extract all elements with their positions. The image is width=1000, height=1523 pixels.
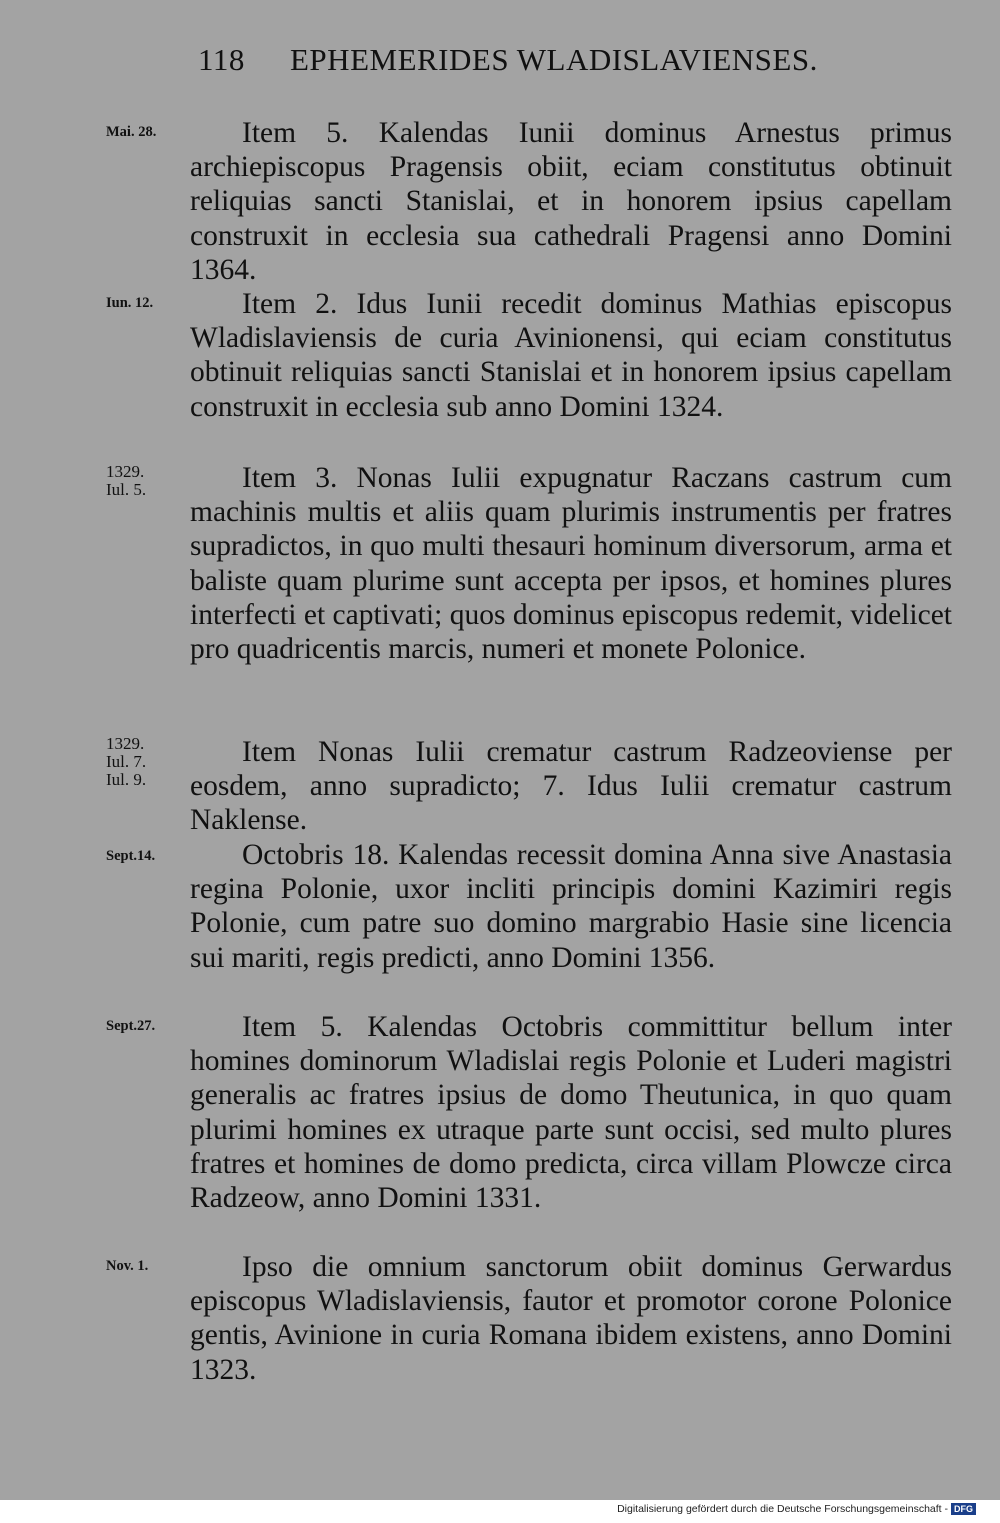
dfg-logo: DFG <box>951 1503 976 1515</box>
entry <box>190 461 952 666</box>
margin-date: Sept.14. <box>106 848 156 864</box>
entry <box>190 735 952 838</box>
entry-text: Item 2. Idus Iunii recedit dominus Mathias episcopus Wladislaviensis de curia Avinionensi, qui eciam constitutus obtinuit reliquias sancti Stanislai et in honorem ipsius capellam construxit in ecclesia sub anno Domini 1324. <box>190 288 952 423</box>
entry <box>190 116 952 287</box>
margin-date: Sept.27. <box>106 1018 156 1034</box>
margin-date: 1329. Iul. 7. Iul. 9. <box>106 734 147 789</box>
entry-text: Item 3. Nonas Iulii expugnatur Raczans castrum cum machinis multis et aliis quam plurimis instrumentis per fratres supradictos, in quo multi thesauri hominum diversorum, arma et baliste quam plurime sunt accepta per ipsos, et homines plures interfecti et captivati; quos dominus episcopus redemit, videlicet pro quadricentis marcis, numeri et monete Polonice. <box>190 462 952 666</box>
digitization-credit <box>617 1503 976 1515</box>
entry <box>190 838 952 975</box>
page-number: 118 <box>198 42 245 77</box>
entry-text: Ipso die omnium sanctorum obiit dominus Gerwardus episcopus Wladislaviensis, fautor et promotor corone Polonice gentis, Avinione in curia Romana ibidem existens, anno Domini 1323. <box>190 1251 952 1386</box>
margin-date: Nov. 1. <box>106 1258 149 1274</box>
entry-text: Octobris 18. Kalendas recessit domina Anna sive Anastasia regina Polonie, uxor incliti principis domini Kazimiri regis Polonie, cum patre suo domino margrabio Hasie sine licencia sui mariti, regis predicti, anno Domini 1356. <box>190 839 952 974</box>
margin-date: Mai. 28. <box>106 124 157 140</box>
page-title: EPHEMERIDES WLADISLAVIENSES. <box>290 42 818 77</box>
running-header <box>198 42 958 78</box>
credit-text: Digitalisierung gefördert durch die Deutsche Forschungsgemeinschaft - <box>617 1503 948 1515</box>
entry-text: Item 5. Kalendas Octobris committitur bellum inter homines dominorum Wladislai regis Polonie et Luderi magistri generalis ac fratres ipsius de domo Theutunica, in quo quam plurimi homines ex utraque parte sunt occisi, sed multo plures fratres et homines de domo predicta, circa villam Plowcze circa Radzeow, anno Domini 1331. <box>190 1011 952 1215</box>
entry <box>190 287 952 424</box>
margin-date: Iun. 12. <box>106 295 154 311</box>
entry-text: Item Nonas Iulii crematur castrum Radzeoviense per eosdem, anno supradicto; 7. Idus Iulii crematur castrum Naklense. <box>190 736 952 837</box>
entry <box>190 1250 952 1387</box>
entry <box>190 1010 952 1215</box>
margin-date: 1329. Iul. 5. <box>106 462 147 499</box>
entry-text: Item 5. Kalendas Iunii dominus Arnestus primus archiepiscopus Pragensis obiit, eciam constitutus obtinuit reliquias sancti Stanislai, et in honorem ipsius capellam construxit in ecclesia sua cathedrali Pragensi anno Domini 1364. <box>190 117 952 286</box>
